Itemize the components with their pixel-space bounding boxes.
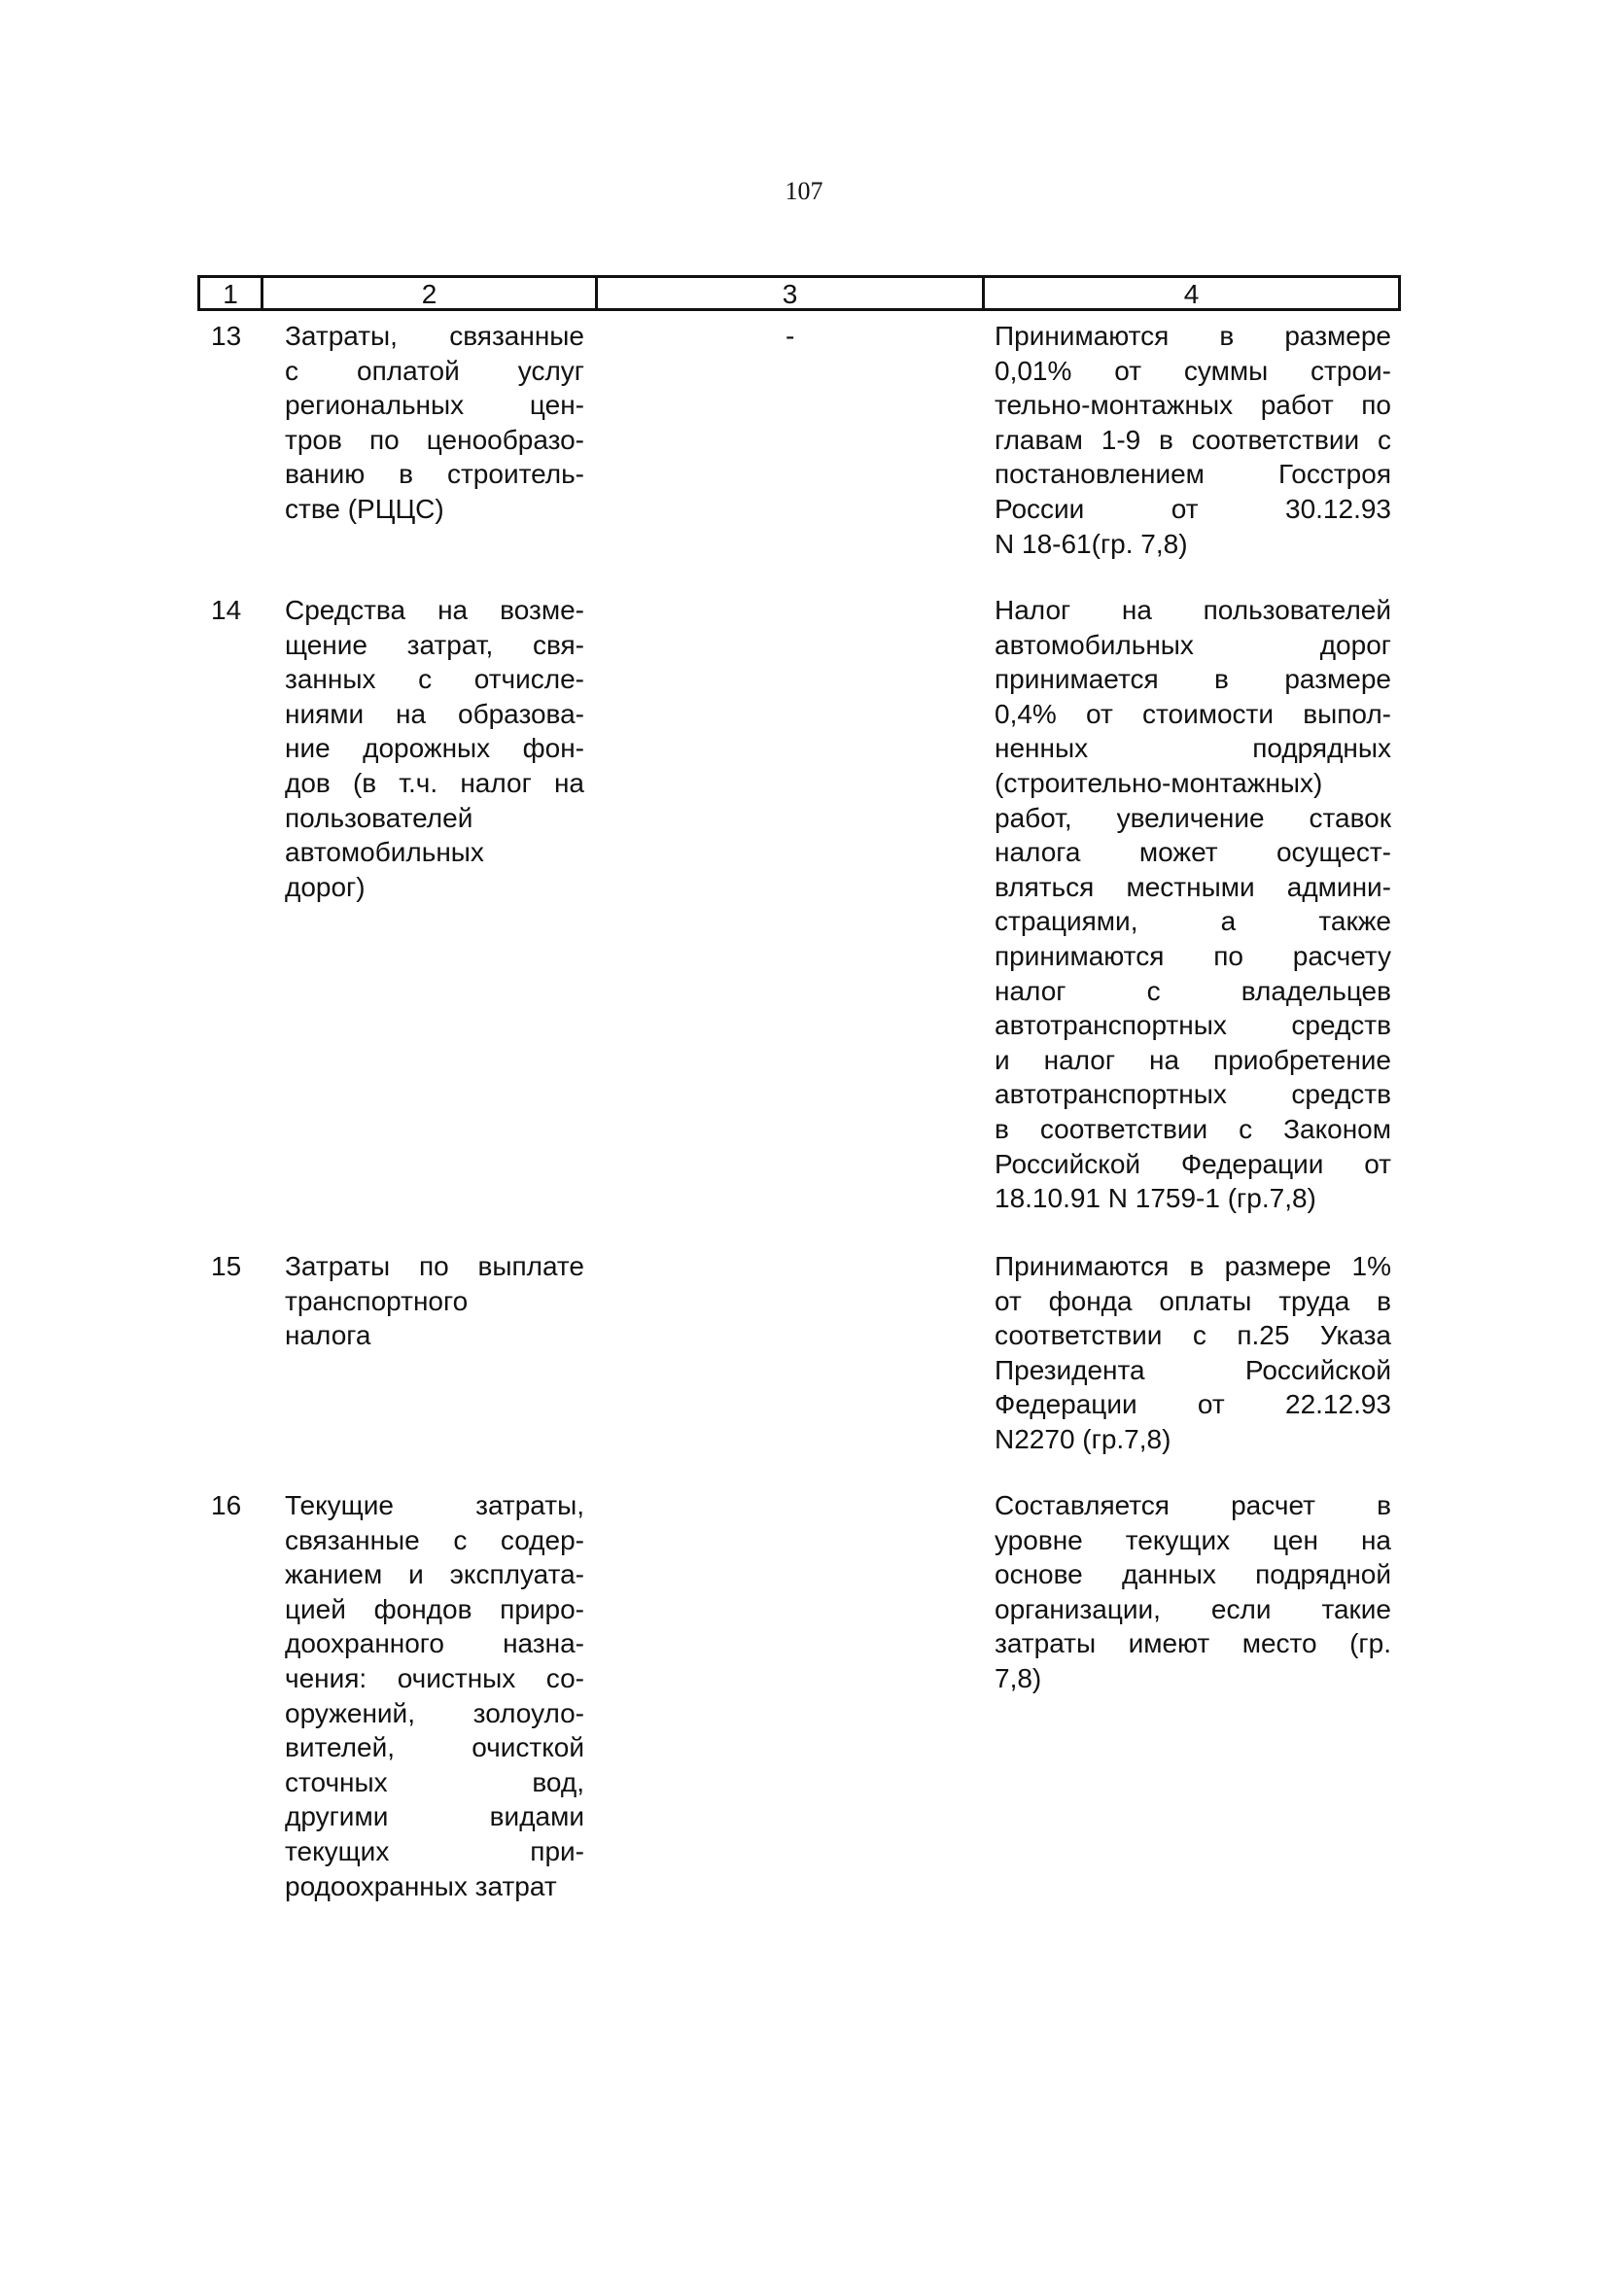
note-line: тельно-монтажных работ по (995, 390, 1391, 421)
note-line: от фонда оплаты труда в (995, 1285, 1391, 1316)
note-line: затраты имеют место (гр. (995, 1628, 1391, 1659)
note-line: автотранспортных средств (995, 1010, 1391, 1041)
desc-line: щение затрат, свя- (285, 629, 584, 660)
desc-line: дорог) (285, 871, 366, 902)
desc-line: оружений, золоуло- (285, 1697, 584, 1728)
note-line: и налог на приобретение (995, 1044, 1391, 1075)
desc-line: текущих при- (285, 1835, 584, 1866)
note-line: принимаются по расчету (995, 940, 1391, 971)
note-line: налога может осущест- (995, 837, 1391, 868)
desc-line: налога (285, 1320, 371, 1351)
column-header-3: 3 (598, 278, 985, 308)
row-number: 16 (211, 1490, 242, 1520)
note-line: Российской Федерации от (995, 1148, 1391, 1179)
desc-line: Средства на возме- (285, 595, 584, 625)
desc-line: ниями на образова- (285, 698, 584, 729)
note-line: Принимаются в размере 1% (995, 1251, 1391, 1281)
note-line: автомобильных дорог (995, 629, 1391, 660)
desc-line: ванию в строитель- (285, 459, 584, 490)
desc-line: сточных вод, (285, 1766, 584, 1797)
row-description (285, 1249, 584, 1353)
row-note (995, 593, 1391, 1216)
note-line: 0,4% от стоимости выпол- (995, 698, 1391, 729)
desc-line: цией фондов приро- (285, 1593, 584, 1624)
desc-line: другими видами (285, 1801, 584, 1832)
page-number: 107 (785, 177, 823, 205)
desc-line: автомобильных (285, 837, 484, 868)
desc-line: Текущие затраты, (285, 1490, 584, 1520)
row-number: 15 (211, 1251, 242, 1281)
desc-line: ние дорожных фон- (285, 733, 584, 764)
note-line: Принимаются в размере (995, 321, 1391, 351)
desc-line: связанные с содер- (285, 1524, 584, 1555)
note-line: N2270 (гр.7,8) (995, 1423, 1171, 1454)
note-line: Налог на пользователей (995, 595, 1391, 625)
row-number: 13 (211, 321, 242, 351)
note-line: организации, если такие (995, 1593, 1391, 1624)
desc-line: пользователей (285, 802, 473, 833)
row-note (995, 319, 1391, 561)
desc-line: занных с отчисле- (285, 664, 584, 695)
note-line: 18.10.91 N 1759-1 (гр.7,8) (995, 1183, 1316, 1214)
note-line: 0,01% от суммы строи- (995, 355, 1391, 386)
row-description (285, 593, 584, 904)
note-line: главам 1-9 в соответствии с (995, 424, 1391, 455)
note-line: (строительно-монтажных) (995, 767, 1323, 798)
row-description (285, 1488, 584, 1903)
desc-line: региональных цен- (285, 390, 584, 421)
note-line: страциями, а также (995, 906, 1391, 937)
desc-line: вителей, очисткой (285, 1732, 584, 1763)
desc-line: Затраты по выплате (285, 1251, 584, 1281)
desc-line: Затраты, связанные (285, 321, 584, 351)
note-line: N 18-61(гр. 7,8) (995, 528, 1188, 559)
column-header-2: 2 (263, 278, 598, 308)
note-line: Федерации от 22.12.93 (995, 1389, 1391, 1420)
note-line: России от 30.12.93 (995, 493, 1391, 524)
note-line: автотранспортных средств (995, 1079, 1391, 1110)
row-col3: - (786, 321, 795, 351)
column-header-1: 1 (200, 278, 263, 308)
note-line: Составляется расчет в (995, 1490, 1391, 1520)
note-line: в соответствии с Законом (995, 1113, 1391, 1144)
note-line: 7,8) (995, 1662, 1042, 1693)
note-line: принимается в размере (995, 664, 1391, 695)
desc-line: чения: очистных со- (285, 1662, 584, 1693)
desc-line: дов (в т.ч. налог на (285, 767, 584, 798)
row-note (995, 1249, 1391, 1457)
note-line: постановлением Госстроя (995, 459, 1391, 490)
desc-line: жанием и эксплуата- (285, 1559, 584, 1590)
desc-line: с оплатой услуг (285, 355, 584, 386)
note-line: ненных подрядных (995, 733, 1391, 764)
desc-line: родоохранных затрат (285, 1870, 557, 1901)
row-number: 14 (211, 595, 242, 625)
note-line: налог с владельцев (995, 975, 1391, 1006)
desc-line: доохранного назна- (285, 1628, 584, 1659)
row-description (285, 319, 584, 527)
note-line: основе данных подрядной (995, 1559, 1391, 1590)
desc-line: транспортного (285, 1285, 469, 1316)
row-note (995, 1488, 1391, 1696)
note-line: соответствии с п.25 Указа (995, 1320, 1391, 1351)
note-line: уровне текущих цен на (995, 1524, 1391, 1555)
table-header-row (197, 275, 1401, 311)
note-line: работ, увеличение ставок (995, 802, 1391, 833)
desc-line: тров по ценообразо- (285, 424, 584, 455)
note-line: Президента Российской (995, 1354, 1391, 1385)
column-header-4: 4 (1183, 279, 1200, 309)
note-line: вляться местными админи- (995, 871, 1391, 902)
desc-line: стве (РЦЦС) (285, 493, 444, 524)
